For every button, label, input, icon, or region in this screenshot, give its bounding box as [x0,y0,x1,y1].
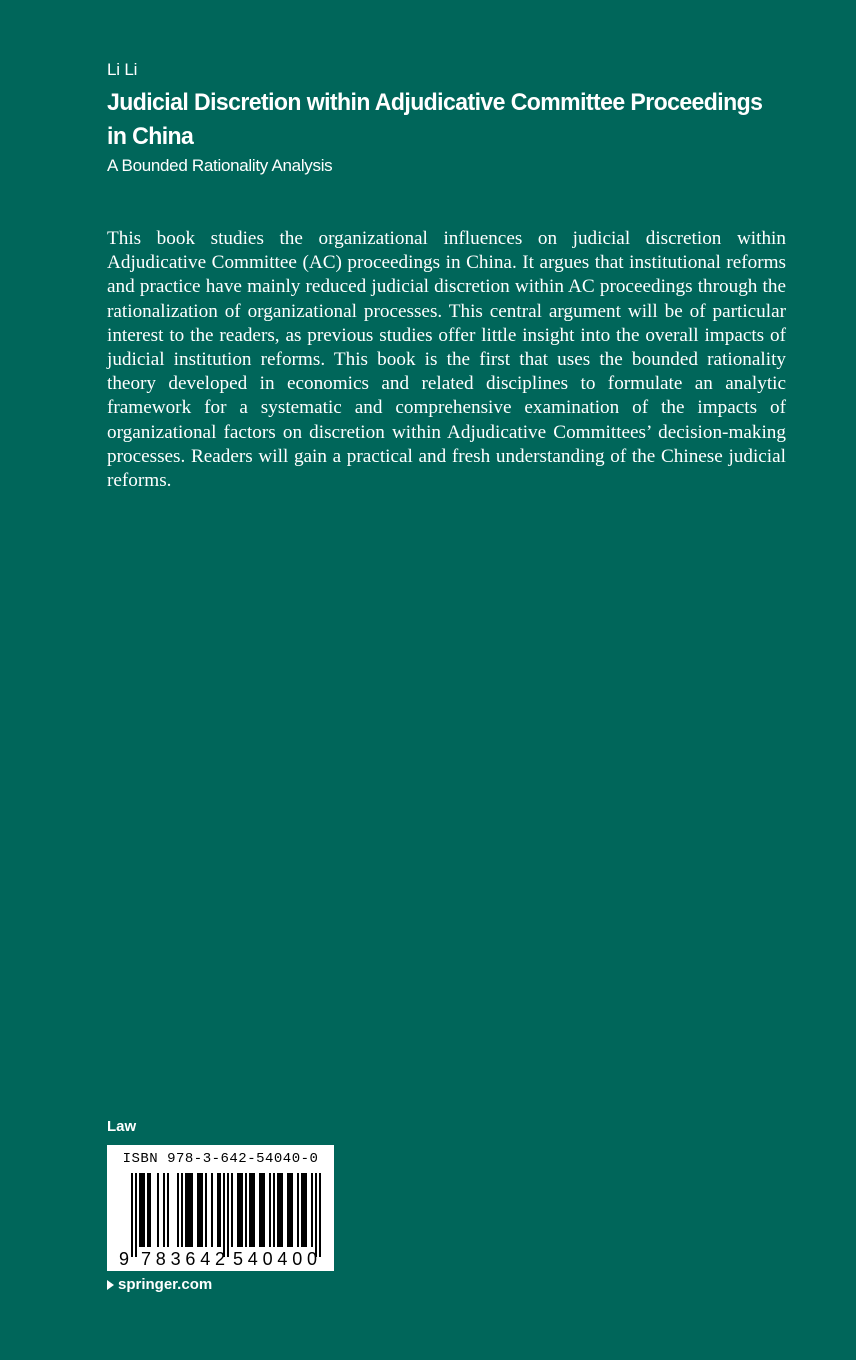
barcode-bar [197,1173,199,1247]
barcode-bar [291,1173,293,1247]
barcode-bar [187,1173,189,1247]
barcode-bar [319,1173,321,1257]
barcode-bar [217,1173,219,1247]
barcode-bar [245,1173,247,1247]
barcode-bar [253,1173,255,1247]
triangle-right-icon [107,1280,114,1290]
barcode-bar [287,1173,289,1247]
barcode-bar [273,1173,275,1247]
barcode-bar [135,1173,137,1257]
barcode-bar [223,1173,225,1257]
barcode-bar [191,1173,193,1247]
barcode-bar [277,1173,279,1247]
website-link-text[interactable]: springer.com [118,1276,213,1293]
barcode-bar [131,1173,133,1257]
barcode-bar [315,1173,317,1257]
barcode-bar [297,1173,299,1247]
barcode-bar [211,1173,213,1247]
barcode-bar [259,1173,261,1247]
barcode-bar [167,1173,169,1247]
barcode-bar [249,1173,251,1247]
barcode-bar [263,1173,265,1247]
barcode-bar [219,1173,221,1247]
barcode-bar [279,1173,281,1247]
barcode-bar [269,1173,271,1247]
publisher-website[interactable] [107,1276,212,1293]
barcode-right-digits: 540400 [233,1249,317,1269]
barcode-bar [237,1173,239,1247]
barcode-bar [139,1173,141,1247]
barcode-bar [251,1173,253,1247]
barcode [107,1145,334,1271]
barcode-bar [163,1173,165,1247]
barcode-bar [261,1173,263,1247]
barcode-bar [157,1173,159,1247]
barcode-bar [201,1173,203,1247]
barcode-bar [227,1173,229,1257]
book-description: This book studies the organizational influences on judicial discretion within Adjudicative Committee (AC) proceedings in China. It argues that institutional reforms and practice have mainly reduced judicial discretion within AC proceedings through the rationalization of organizational processes. This central argument will be of particular interest to the readers, as previous studies offer little insight into the overall impacts of judicial institution reforms. This book is the first that uses the bounded rationality theory developed in economics and related disciplines to formulate an analytic framework for a systematic and comprehensive examination of the impacts of organizational factors on discretion within Adjudicative Committees’ decision-making processes. Readers will gain a practical and fresh understanding of the Chinese judicial reforms. [107,228,786,492]
author-name: Li Li [107,60,138,79]
barcode-bar [205,1173,207,1247]
isbn-label: ISBN 978-3-642-54040-0 [122,1151,319,1167]
barcode-box [107,1145,334,1271]
barcode-bar [241,1173,243,1247]
barcode-bar [177,1173,179,1247]
barcode-bar [281,1173,283,1247]
book-title: Judicial Discretion within Adjudicative Committee Proceedings in China [107,89,763,150]
subject-category: Law [107,1118,137,1135]
barcode-bar [301,1173,303,1247]
barcode-bar [231,1173,233,1247]
book-subtitle: A Bounded Rationality Analysis [107,156,333,175]
barcode-bar [311,1173,313,1247]
barcode-first-digit: 9 [119,1249,130,1269]
barcode-bar [305,1173,307,1247]
barcode-bar [149,1173,151,1247]
barcode-bar [289,1173,291,1247]
barcode-bar [181,1173,183,1247]
barcode-bars [131,1173,321,1257]
barcode-bar [239,1173,241,1247]
barcode-bar [303,1173,305,1247]
barcode-bar [189,1173,191,1247]
barcode-bar [185,1173,187,1247]
barcode-bar [199,1173,201,1247]
barcode-bar [147,1173,149,1247]
barcode-bar [143,1173,145,1247]
barcode-bar [141,1173,143,1247]
barcode-left-digits: 783642 [141,1249,225,1269]
